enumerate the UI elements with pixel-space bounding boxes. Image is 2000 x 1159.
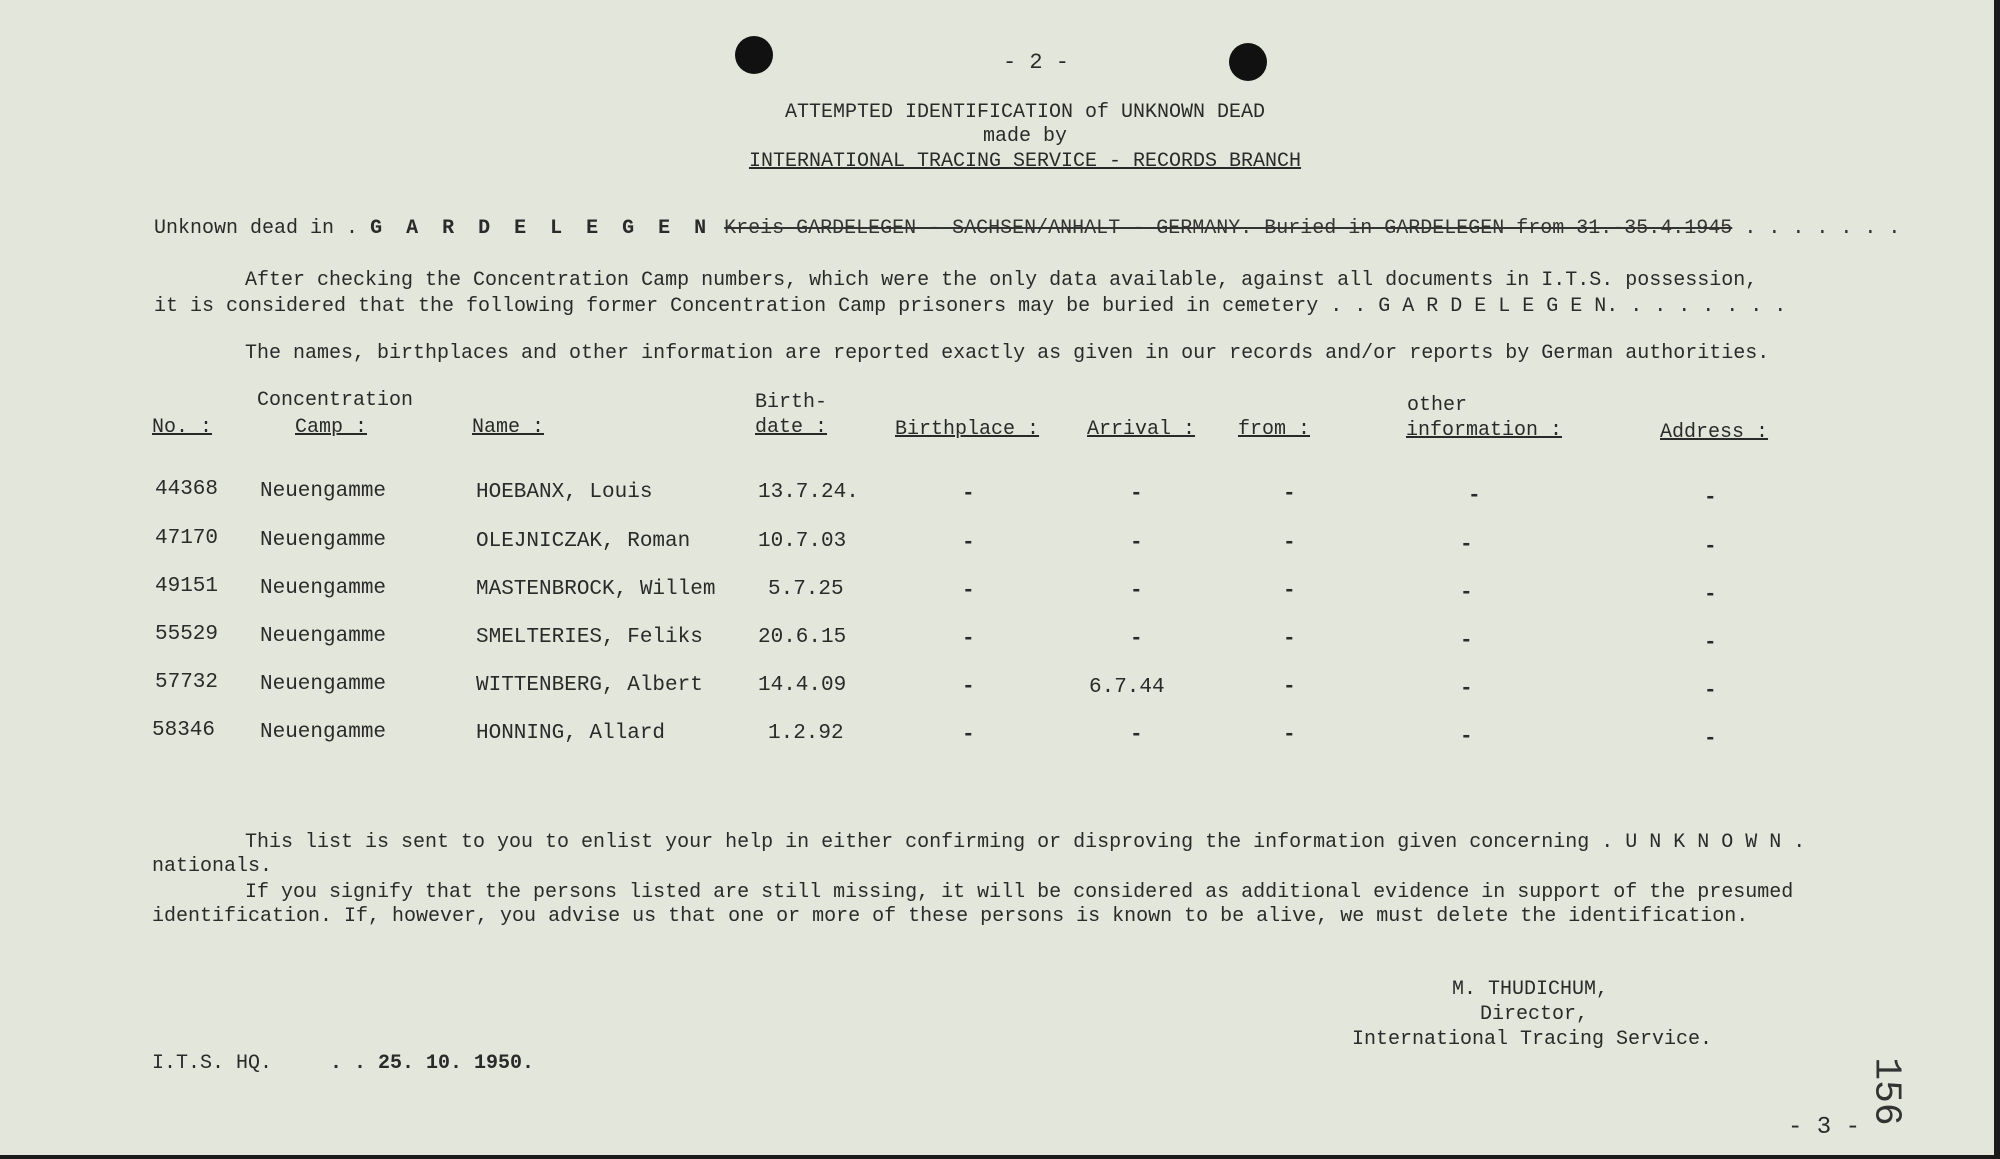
- title-line-3: INTERNATIONAL TRACING SERVICE - RECORDS BRANCH: [748, 150, 1302, 173]
- header-name: Name :: [472, 416, 545, 439]
- row-2-address: -: [1704, 536, 1717, 559]
- row-3-birthplace: -: [962, 580, 975, 603]
- row-4-arrival: -: [1130, 628, 1143, 651]
- intro-line-3: The names, birthplaces and other information are reported exactly as given in our records and/or reports by German authorities.: [245, 342, 1770, 365]
- header-no: No. :: [152, 416, 213, 439]
- row-6-camp: Neuengamme: [260, 721, 387, 744]
- row-6-name: HONNING, Allard: [476, 722, 666, 745]
- row-2-arrival: -: [1130, 532, 1143, 555]
- row-4-camp: Neuengamme: [260, 625, 387, 648]
- row-2-birthplace: -: [962, 532, 975, 555]
- signature-org: International Tracing Service.: [1352, 1028, 1713, 1051]
- row-3-camp: Neuengamme: [260, 577, 387, 600]
- row-1-camp: Neuengamme: [260, 480, 387, 503]
- closing-line-4: identification. If, however, you advise us that one or more of these persons is known to be alive, we must delete the identification.: [152, 905, 1749, 928]
- row-5-no: 57732: [155, 671, 219, 694]
- title-line-1: ATTEMPTED IDENTIFICATION of UNKNOWN DEAD: [784, 101, 1266, 124]
- row-5-birthdate: 14.4.09: [758, 674, 847, 697]
- unknown-dead-overstrike: Kreis GARDELEGEN - SACHSEN/ANHALT - GERMANY. Buried in GARDELEGEN from 31.-35.4.1945: [724, 217, 1733, 240]
- row-3-address: -: [1704, 584, 1717, 607]
- unknown-dead-prefix: Unknown dead in .: [154, 217, 359, 240]
- unknown-dead-place: G A R D E L E G E N: [370, 217, 713, 240]
- row-5-name: WITTENBERG, Albert: [476, 674, 703, 697]
- row-4-from: -: [1283, 628, 1296, 651]
- row-1-birthplace: -: [962, 483, 975, 506]
- row-6-birthdate: 1.2.92: [768, 722, 844, 745]
- row-1-birthdate: 13.7.24.: [758, 481, 859, 504]
- row-5-birthplace: -: [962, 676, 975, 699]
- closing-line-2: nationals.: [152, 855, 273, 878]
- row-2-from: -: [1283, 532, 1296, 555]
- its-hq: I.T.S. HQ.: [152, 1052, 273, 1075]
- unknown-dead-suffix: . . . . . . .: [1744, 217, 1901, 240]
- row-1-name: HOEBANX, Louis: [476, 481, 653, 504]
- header-camp-1: Concentration: [257, 389, 414, 412]
- punch-hole-left: [735, 36, 773, 74]
- next-page-number: - 3 -: [1788, 1114, 1861, 1141]
- row-3-from: -: [1283, 580, 1296, 603]
- intro-line-1: After checking the Concentration Camp numbers, which were the only data available, against all documents in I.T.S. possession,: [245, 269, 1758, 292]
- row-3-birthdate: 5.7.25: [768, 578, 844, 601]
- row-4-no: 55529: [155, 623, 219, 646]
- row-4-address: -: [1704, 632, 1717, 655]
- intro-line-2: it is considered that the following former Concentration Camp prisoners may be buried in cemetery . . G A R D E L E G E N. . . . . . . .: [154, 295, 1787, 318]
- closing-line-1: This list is sent to you to enlist your help in either confirming or disproving the information given concerning . U N K N O W N .: [245, 831, 1806, 854]
- row-2-name: OLEJNICZAK, Roman: [476, 530, 691, 553]
- row-1-other: -: [1468, 485, 1481, 508]
- row-4-birthdate: 20.6.15: [758, 626, 847, 649]
- row-3-other: -: [1460, 582, 1473, 605]
- header-from: from :: [1238, 418, 1311, 441]
- row-5-from: -: [1283, 676, 1296, 699]
- row-2-camp: Neuengamme: [260, 529, 387, 552]
- row-5-address: -: [1704, 680, 1717, 703]
- margin-archive-number: 156: [1864, 1057, 1908, 1126]
- header-address: Address :: [1660, 421, 1769, 444]
- row-1-no: 44368: [155, 478, 219, 501]
- row-1-arrival: -: [1130, 483, 1143, 506]
- row-6-address: -: [1704, 728, 1717, 751]
- row-6-other: -: [1460, 726, 1473, 749]
- row-4-birthplace: -: [962, 628, 975, 651]
- punch-hole-right: [1229, 43, 1267, 81]
- closing-line-3: If you signify that the persons listed are still missing, it will be considered as additional evidence in support of the presumed: [245, 881, 1794, 904]
- header-arrival: Arrival :: [1087, 418, 1196, 441]
- row-6-birthplace: -: [962, 724, 975, 747]
- signature-name: M. THUDICHUM,: [1452, 978, 1609, 1001]
- row-5-camp: Neuengamme: [260, 673, 387, 696]
- row-6-arrival: -: [1130, 724, 1143, 747]
- row-1-from: -: [1283, 483, 1296, 506]
- header-camp-2: Camp :: [295, 416, 368, 439]
- row-2-other: -: [1460, 534, 1473, 557]
- row-4-other: -: [1460, 630, 1473, 653]
- row-3-no: 49151: [155, 575, 219, 598]
- header-birthplace: Birthplace :: [895, 418, 1040, 441]
- header-other-2: information :: [1406, 419, 1563, 442]
- row-2-birthdate: 10.7.03: [758, 530, 847, 553]
- row-6-no: 58346: [152, 719, 216, 742]
- header-birth-2: date :: [755, 416, 828, 439]
- row-3-name: MASTENBROCK, Willem: [476, 578, 716, 601]
- its-hq-date: . . 25. 10. 1950.: [330, 1052, 535, 1075]
- header-other-1: other: [1407, 394, 1468, 417]
- row-5-other: -: [1460, 678, 1473, 701]
- row-3-arrival: -: [1130, 580, 1143, 603]
- title-line-2: made by: [982, 125, 1067, 148]
- row-4-name: SMELTERIES, Feliks: [476, 626, 703, 649]
- signature-role: Director,: [1480, 1003, 1589, 1026]
- row-6-from: -: [1283, 724, 1296, 747]
- row-1-address: -: [1704, 487, 1717, 510]
- row-5-arrival: 6.7.44: [1089, 676, 1165, 699]
- page-number: - 2 -: [1003, 50, 1070, 75]
- unknown-dead-line: [154, 217, 1900, 240]
- row-2-no: 47170: [155, 527, 219, 550]
- header-birth-1: Birth-: [755, 391, 828, 414]
